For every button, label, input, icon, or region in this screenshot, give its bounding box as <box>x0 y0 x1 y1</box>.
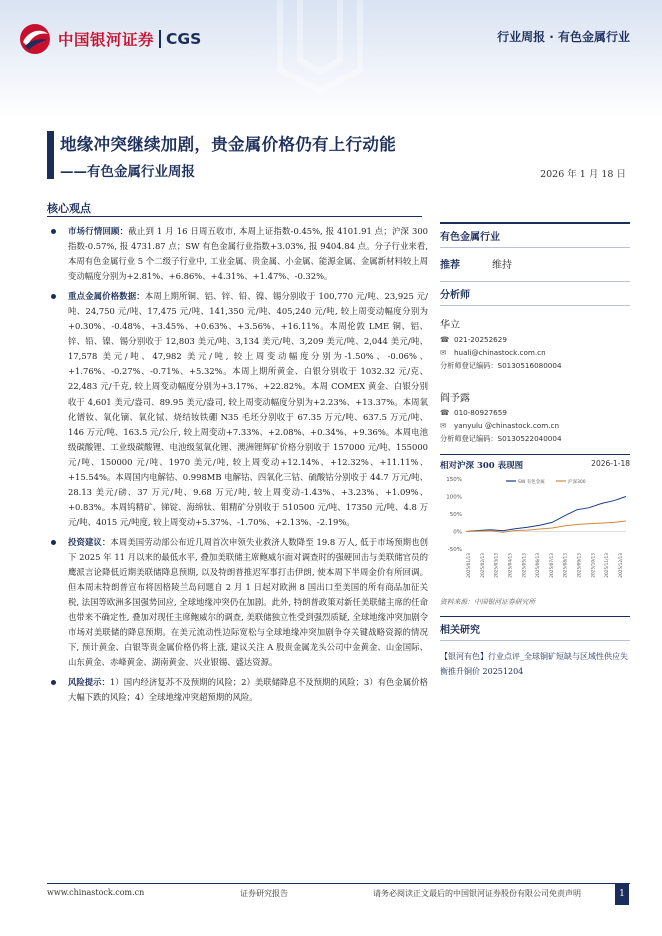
watermark-logo-icon <box>230 0 410 96</box>
x-tick-label: 2025/03/13 <box>494 553 500 578</box>
bullet-dot-icon <box>51 540 56 545</box>
footer-website[interactable]: www.chinastock.com.cn <box>47 888 145 897</box>
email-icon: ✉ <box>440 348 447 357</box>
phone-text: 021-20252629 <box>454 335 507 344</box>
sidebar-divider <box>440 281 630 282</box>
footer-divider <box>47 883 630 884</box>
analyst-email[interactable] <box>440 348 630 357</box>
analyst-name: 阎予露 <box>440 393 470 404</box>
company-logo <box>18 22 201 56</box>
x-tick-label: 2025/07/13 <box>549 553 555 578</box>
y-tick-label: 100% <box>446 494 462 501</box>
sidebar <box>440 222 630 679</box>
report-date: 2026 年 1 月 18 日 <box>540 169 626 180</box>
bullet-dot-icon <box>51 229 56 234</box>
bullet-dot-icon <box>51 680 56 685</box>
sidebar-divider <box>440 640 630 641</box>
analyst-section-title: 分析师 <box>440 290 470 301</box>
page-number: 1 <box>615 883 629 905</box>
series-line <box>466 497 626 532</box>
bullet-investment-advice <box>47 535 428 670</box>
analyst-registration: 分析师登记编码：S0130516080004 <box>440 361 562 370</box>
report-title: 地缘冲突继续加剧，贵金属价格仍有上行动能 <box>60 135 396 154</box>
phone-icon: ☎ <box>440 408 450 417</box>
email-icon: ✉ <box>440 421 447 430</box>
sidebar-divider <box>440 247 630 248</box>
y-tick-label: 150% <box>446 477 462 483</box>
footer-center: 证券研究报告 <box>240 889 288 898</box>
email-text[interactable]: huali@chinastock.com.cn <box>454 348 546 357</box>
bullet-heading: 投资建议： <box>68 536 111 547</box>
bullet-heading: 市场行情回顾： <box>68 226 129 236</box>
chart-date: 2026-1-18 <box>591 459 630 468</box>
header-band <box>0 0 662 120</box>
analyst-name: 华立 <box>440 320 460 331</box>
phone-icon: ☎ <box>440 335 450 344</box>
y-tick-label: -50% <box>447 547 462 553</box>
analyst-phone <box>440 408 630 417</box>
legend-label: SW 有色金属 <box>518 480 545 485</box>
x-tick-label: 2025/05/13 <box>522 553 528 578</box>
analyst-registration: 分析师登记编码：S0130522040004 <box>440 434 562 443</box>
bullet-text: 1）国内经济复苏不及预期的风险；2）美联储降息不及预期的风险；3）有色金属价格大幅下跌的风险；4）全球地缘冲突超预期的风险。 <box>68 677 428 703</box>
x-tick-label: 2025/11/13 <box>605 553 611 578</box>
core-section-title: 核心观点 <box>47 202 91 215</box>
x-tick-label: 2025/04/13 <box>508 553 514 578</box>
bullet-risk-warning <box>47 675 428 705</box>
x-tick-label: 2025/10/13 <box>591 553 597 578</box>
analyst-phone <box>440 335 630 344</box>
sidebar-divider <box>440 454 630 455</box>
chart-title: 相对沪深 300 表现图 <box>440 461 524 471</box>
x-tick-label: 2025/01/13 <box>467 553 472 578</box>
legend-label: 沪深300 <box>568 480 586 485</box>
x-tick-label: 2025/12/13 <box>619 553 624 578</box>
industry-name: 有色金属行业 <box>440 232 500 243</box>
core-content <box>47 224 428 710</box>
sidebar-divider <box>440 616 630 617</box>
logo-separator <box>159 30 161 48</box>
x-tick-label: 2025/06/13 <box>536 553 542 578</box>
title-accent-bar <box>47 131 54 179</box>
x-tick-label: 2025/02/13 <box>480 553 486 578</box>
bullet-metal-prices <box>47 289 428 530</box>
chart-source: 资料来源：中国银河证券研究所 <box>440 598 536 606</box>
rating-row <box>440 256 630 271</box>
email-text[interactable]: yanyulu @chinastock.com.cn <box>454 421 560 430</box>
performance-chart <box>440 471 630 589</box>
phone-text: 010-80927659 <box>454 408 507 417</box>
bullet-heading: 风险提示： <box>68 677 110 688</box>
related-section-title: 相关研究 <box>440 625 480 636</box>
rating-value: 维持 <box>492 260 512 271</box>
report-category: 行业周报 · 有色金属行业 <box>497 30 630 44</box>
x-tick-label: 2025/08/13 <box>563 553 569 578</box>
sidebar-divider <box>440 222 630 224</box>
bullet-text: 本周上期所铜、铝、锌、铅、镍、锡分别收于 100,770 元/吨、23,925 元/吨、24,750 元/吨、17,475 元/吨、141,350 元/吨、405,240 元/吨, 较上周变动幅度分别为+0.30%、-0.48%、+3.45%、+0.63%、+3.56%、+16.11%。本周伦敦 LME 铜、铝、锌、铅、镍、锡分别收于 12,803 美元/吨、3,134 美元/吨、3,209 美元/吨、2,044 美元/吨、17,578 美元/吨、47,982 美元/吨, 较上周变动幅度分别为-1.50%、-0.06%、+1.76%、-0.27%、-0.71%、+5.32%。本周上期所黄金、白银分别收于 1032.32 元/克、22,483 元/千克, 较上周变动幅度分别为+3.17%、+22.82%。本周 COMEX 黄金、白银分别收于 4,601 美元/盎司、89.95 美元/盎司, 较上周变动幅度分别为+2.23%、+13.37%。本周氧化镨钕、氧化镝、氧化铽、烧结钕铁硼 N35 毛坯分别收于 67.35 万元/吨、637.5 万元/吨、146 万元/吨、163.5 元/公斤, 较上周变动+7.33%、+2.08%、+0.34%、+9.36%。本周电池级碳酸锂、工业级碳酸锂、电池级氢氧化锂、澳洲锂辉矿价格分别收于 157000 元/吨、155000 元/吨、150000 元/吨、1970 美元/吨, 较上周变动+12.14%、+12.32%、+11.11%、+15.54%。本周国内电解钴、0.998MB 电解钴、四氧化三钴、硫酸钴分别收于 44.7 万元/吨、28.13 美元/磅、37 万元/吨、9.68 万元/吨, 较上周变动-1.43%、+3.23%、+1.09%、+0.83%。本周钨精矿、锑锭、海绵钛、钼精矿分别收于 510500 元/吨、17350 元/吨、4.8 万元/吨、4015 元/吨度, 较上周变动+5.37%、-1.70%、+2.13%、-2.19%。 <box>68 291 429 527</box>
y-tick-label: 0% <box>453 529 462 536</box>
x-tick-label: 2025/09/13 <box>577 553 583 578</box>
bullet-text: 截止到 1 月 16 日周五收市, 本周上证指数-0.45%, 报 4101.91 点；沪深 300 指数-0.57%, 报 4731.87 点；SW 有色金属行业指数+3.03%, 报 9404.84 点。分子行业来看, 本周有色金属行业 5 个二级子行业中, 工业金属、贵金属、小金属、能源金属、金属新材料较上周变动幅度分别为+2.81%、+6.86%、+4.31%、+1.47%、-0.32%。 <box>68 226 429 282</box>
series-line <box>466 521 626 532</box>
related-report-link[interactable]: 【银河有色】行业点评_全球铜矿短缺与区域性供应失衡推升铜价 20251204 <box>440 652 628 676</box>
chart-header <box>440 459 630 471</box>
bullet-heading: 重点金属价格数据： <box>68 291 145 302</box>
rating-label: 推荐 <box>440 260 460 271</box>
bullet-dot-icon <box>51 294 56 299</box>
y-tick-label: 50% <box>449 512 462 518</box>
galaxy-logo-icon <box>18 22 52 56</box>
footer-disclaimer: 请务必阅读正文最后的中国银河证券股份有限公司免责声明 <box>373 889 581 898</box>
bullet-text: 本周美国劳动部公布近几周首次申领失业救济人数降至 19.8 万人, 低于市场预期也创下 2025 年 11 月以来的最低水平, 叠加美联储主席鲍威尔面对调查时的强硬回击与美联储官员的鹰派言论降低近期美联储降息预期, 以及特朗普推迟军事打击伊朗, 使本周下半周金价有所回调。但本周末特朗普宣布将因格陵兰岛问题自 2 月 1 日起对欧洲 8 国出口至美国的所有商品加征关税, 法国等欧洲多国强势回应, 全球地缘冲突仍在加剧。此外, 特朗普政策对新任美联储主席的任命也带来不确定性, 叠加对现任主席鲍威尔的调查, 美联储独立性受到强烈质疑, 全球地缘冲突加剧令市场对美联储的降息预期。在美元流动性边际宽松与全球地缘冲突加剧争夺关键战略资源的情况下, 预计黄金、白银等贵金属价格仍将上涨, 建议关注 A 股贵金属龙头公司中金黄金、山金国际、山东黄金、赤峰黄金、湖南黄金、兴业银锡、盛达资源。 <box>68 536 428 668</box>
sidebar-divider <box>440 305 630 306</box>
logo-text-en: CGS <box>166 30 202 48</box>
bullet-market-review <box>47 224 428 284</box>
logo-text-cn: 中国银河证券 <box>58 31 155 49</box>
report-subtitle: ——有色金属行业周报 <box>60 164 195 180</box>
divider <box>47 216 422 217</box>
analyst-email[interactable] <box>440 421 630 430</box>
